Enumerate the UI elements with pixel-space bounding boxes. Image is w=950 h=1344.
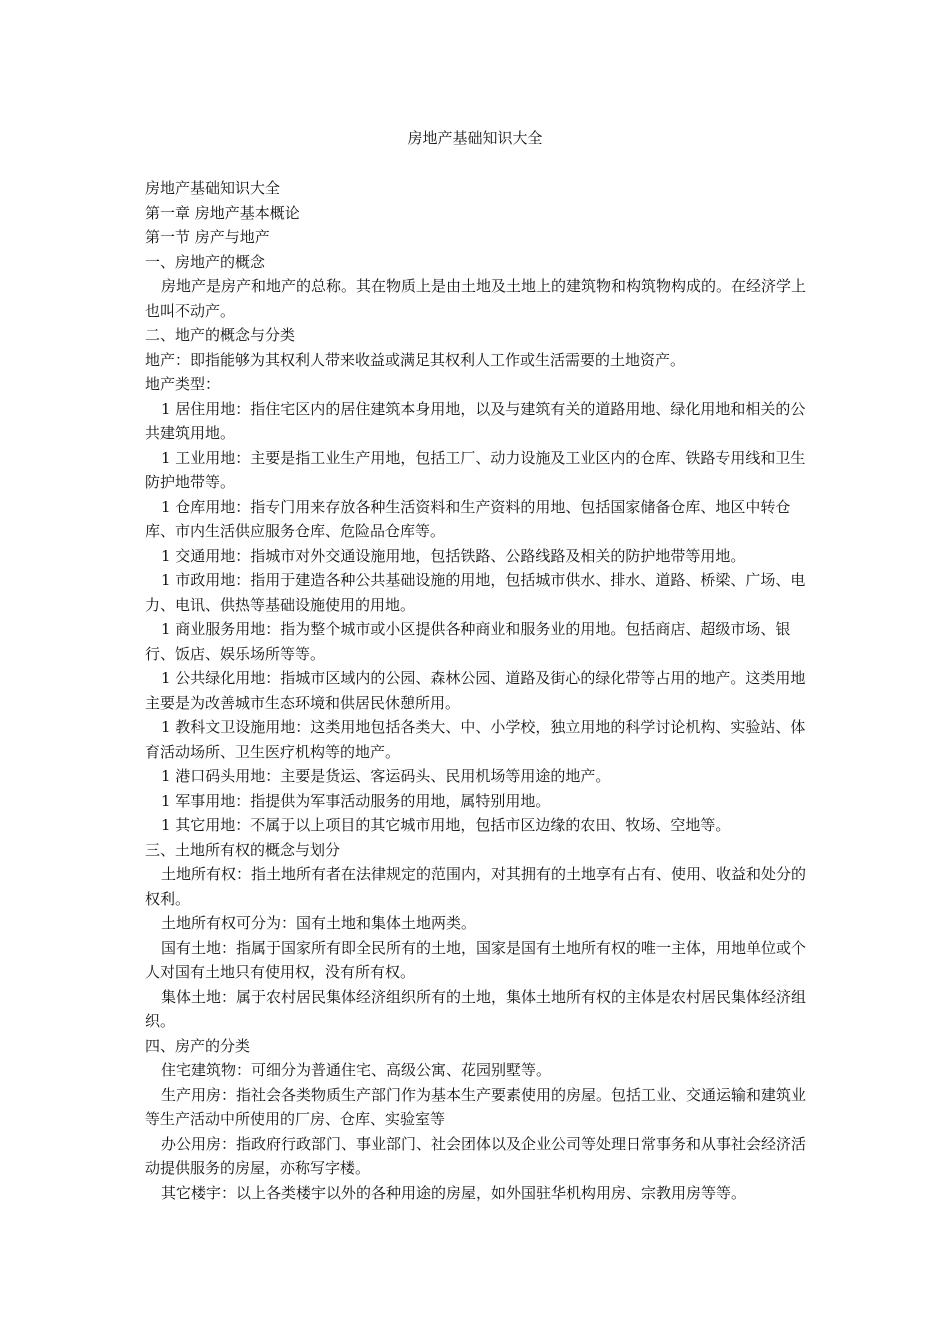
paragraph: 土地所有权：指土地所有者在法律规定的范围内，对其拥有的土地享有占有、使用、收益和处分的权利。 — [145, 865, 807, 908]
paragraph: 地产类型： — [145, 375, 221, 393]
list-item: 1 港口码头用地：主要是货运、客运码头、民用机场等用途的地产。 — [161, 767, 611, 785]
list-item: 1 仓库用地：指专门用来存放各种生活资料和生产资料的用地、包括国家储备仓库、地区中转仓库、市内生活供应服务仓库、危险品仓库等。 — [145, 497, 791, 540]
subsection-heading: 二、地产的概念与分类 — [145, 326, 296, 344]
list-item: 1 商业服务用地：指为整个城市或小区提供各种商业和服务业的用地。包括商店、超级市场、银行、饭店、娱乐场所等等。 — [145, 620, 791, 663]
list-item: 1 居住用地：指住宅区内的居住建筑本身用地，以及与建筑有关的道路用地、绿化用地和相关的公共建筑用地。 — [145, 399, 806, 442]
subsection-heading: 一、房地产的概念 — [145, 252, 266, 271]
paragraph: 生产用房：指社会各类物质生产部门作为基本生产要素使用的房屋。包括工业、交通运输和建筑业等生产活动中所使用的厂房、仓库、实验室等 — [145, 1085, 807, 1128]
chapter-heading: 第一章 房地产基本概论 — [145, 203, 300, 222]
list-item: 1 教科文卫设施用地：这类用地包括各类大、中、小学校，独立用地的科学讨论机构、实验站、体育活动场所、卫生医疗机构等的地产。 — [145, 718, 806, 761]
list-item: 1 市政用地：指用于建造各种公共基础设施的用地，包括城市供水、排水、道路、桥梁、广场、电力、电讯、供热等基础设施使用的用地。 — [145, 571, 806, 614]
list-item: 1 军事用地：指提供为军事活动服务的用地，属特别用地。 — [161, 791, 551, 810]
document-title: 房地产基础知识大全 — [407, 129, 543, 147]
subsection-heading: 三、土地所有权的概念与划分 — [145, 840, 341, 859]
list-item: 1 公共绿化用地：指城市区域内的公园、森林公园、道路及街心的绿化带等占用的地产。这类用地主要是为改善城市生态环境和供居民休憩所用。 — [145, 669, 806, 712]
subsection-heading: 四、房产的分类 — [145, 1036, 251, 1055]
paragraph: 地产：即指能够为其权利人带来收益或满足其权利人工作或生活需要的土地资产。 — [145, 350, 686, 369]
paragraph: 集体土地：属于农村居民集体经济组织所有的土地，集体土地所有权的主体是农村居民集体经济组织。 — [145, 987, 807, 1030]
document-body — [145, 176, 810, 1205]
paragraph: 国有土地：指属于国家所有即全民所有的土地，国家是国有土地所有权的唯一主体，用地单位或个人对国有土地只有使用权，没有所有权。 — [145, 938, 807, 981]
paragraph: 住宅建筑物：可细分为普通住宅、高级公寓、花园别墅等。 — [161, 1061, 552, 1079]
paragraph: 其它楼宇：以上各类楼宇以外的各种用途的房屋，如外国驻华机构用房、宗教用房等等。 — [161, 1183, 747, 1202]
paragraph: 房地产是房产和地产的总称。其在物质上是由土地及土地上的建筑物和构筑物构成的。在经济学上也叫不动产。 — [145, 277, 807, 320]
section-heading: 第一节 房产与地产 — [145, 228, 270, 246]
list-item: 1 工业用地：主要是指工业生产用地，包括工厂、动力设施及工业区内的仓库、铁路专用线和卫生防护地带等。 — [145, 448, 806, 491]
list-item: 1 交通用地：指城市对外交通设施用地，包括铁路、公路线路及相关的防护地带等用地。 — [161, 546, 746, 565]
paragraph: 土地所有权可分为：国有土地和集体土地两类。 — [161, 914, 477, 932]
paragraph-heading: 房地产基础知识大全 — [145, 179, 281, 197]
list-item: 1 其它用地：不属于以上项目的其它城市用地，包括市区边缘的农田、牧场、空地等。 — [161, 816, 731, 834]
paragraph: 办公用房：指政府行政部门、事业部门、社会团体以及企业公司等处理日常事务和从事社会经济活动提供服务的房屋，亦称写字楼。 — [145, 1134, 807, 1177]
